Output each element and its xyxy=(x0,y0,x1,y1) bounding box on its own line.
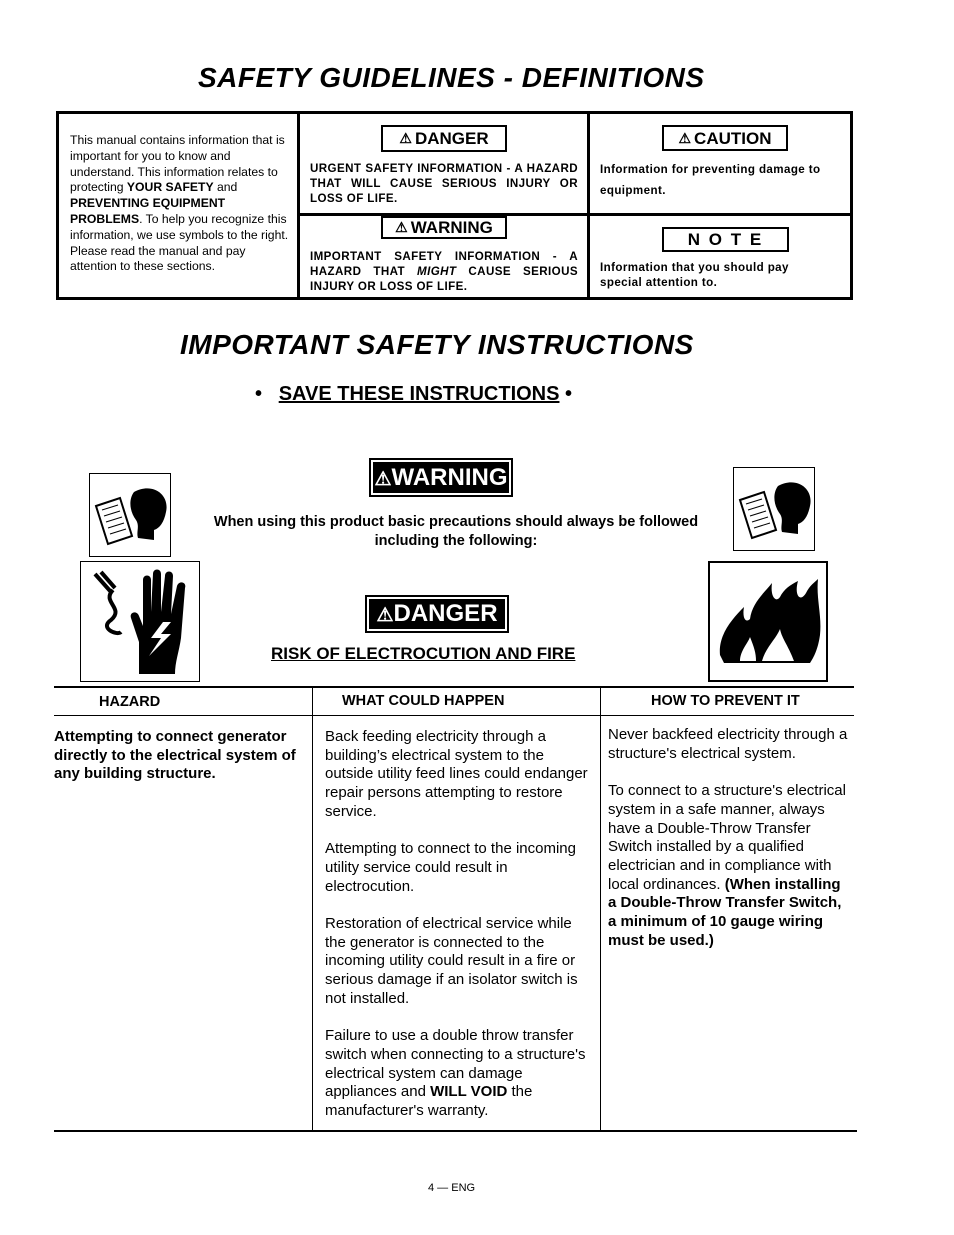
definitions-intro: This manual contains information that is important for you to know and understand. This information relates to protecting YOUR SAFETY and PREVENTING EQUIPMENT PROBLEMS. To help you recognize this information, we use symbols to the right. Please read the manual and pay attention to these sections. xyxy=(70,133,289,274)
happen-paragraph: Restoration of electrical service while the generator is connected to the incoming utility could result in a fire or serious damage if an isolator switch is not installed. xyxy=(325,915,578,1007)
electric-shock-hand-icon xyxy=(80,561,200,682)
caution-description: Information for preventing damage to equipment. xyxy=(600,163,821,197)
danger-banner: ⚠DANGER xyxy=(367,597,507,631)
column-divider xyxy=(600,688,601,1130)
divider xyxy=(587,114,590,297)
save-instructions-heading: • SAVE THESE INSTRUCTIONS • xyxy=(255,383,573,405)
happen-paragraph: Back feeding electricity through a building’s electrical system to the outside utility feed lines could endanger repair persons attempting to restore service. xyxy=(325,728,588,820)
hazard-cell: Attempting to connect generator directly to the electrical system of any building structure. xyxy=(54,728,296,783)
precaution-text: When using this product basic precautions should always be followed including the following: xyxy=(213,514,699,549)
caution-label: ⚠ CAUTION xyxy=(662,125,788,151)
what-could-happen-cell xyxy=(325,728,593,1139)
prevent-paragraph: To connect to a structure's electrical system in a safe manner, always have a Double-Throw Transfer Switch installed by a qualified electrician and in compliance with local ordinances. (When installing a Double-Throw Transfer Switch, a minimum of 10 gauge wiring must be used.) xyxy=(608,782,846,949)
divider xyxy=(297,213,850,216)
prevent-paragraph: Never backfeed electricity through a structure's electrical system. xyxy=(608,726,848,762)
read-manual-icon xyxy=(89,473,171,557)
table-header-rule xyxy=(54,715,854,716)
definitions-box xyxy=(56,111,853,300)
warning-label: ⚠ WARNING xyxy=(381,216,507,239)
alert-triangle-icon: ⚠ xyxy=(374,469,392,490)
divider xyxy=(297,114,300,297)
alert-triangle-icon: ⚠ xyxy=(395,219,408,235)
risk-title: RISK OF ELECTROCUTION AND FIRE xyxy=(271,644,576,663)
happen-paragraph: Failure to use a double throw transfer switch when connecting to a structure's electrical system can damage appliances and WILL VOID the manufacturer's warranty. xyxy=(325,1027,586,1120)
warning-banner: ⚠WARNING xyxy=(371,460,511,495)
table-top-rule xyxy=(54,686,854,688)
alert-triangle-icon: ⚠ xyxy=(399,130,412,146)
read-manual-icon xyxy=(733,467,815,551)
page-footer: 4 — ENG xyxy=(428,1182,476,1194)
danger-label: ⚠ DANGER xyxy=(381,125,507,152)
fire-icon xyxy=(708,561,828,682)
header-how-to-prevent: HOW TO PREVENT IT xyxy=(651,693,800,709)
danger-description: URGENT SAFETY INFORMATION - A HAZARD THAT WILL CAUSE SERIOUS INJURY OR LOSS OF LIFE. xyxy=(310,162,578,205)
header-hazard: HAZARD xyxy=(99,694,161,710)
note-label: N O T E xyxy=(662,227,789,252)
header-what-could-happen: WHAT COULD HAPPEN xyxy=(342,693,505,709)
alert-triangle-icon: ⚠ xyxy=(376,605,394,626)
alert-triangle-icon: ⚠ xyxy=(678,130,692,146)
column-divider xyxy=(312,688,313,1130)
warning-description: IMPORTANT SAFETY INFORMATION - A HAZARD THAT MIGHT CAUSE SERIOUS INJURY OR LOSS OF LIFE. xyxy=(310,250,578,293)
definitions-title: SAFETY GUIDELINES - DEFINITIONS xyxy=(198,62,705,93)
how-to-prevent-cell xyxy=(608,726,850,969)
happen-paragraph: Attempting to connect to the incoming utility service could result in electrocution. xyxy=(325,840,576,895)
instructions-title: IMPORTANT SAFETY INSTRUCTIONS xyxy=(180,329,694,360)
note-description: Information that you should pay special attention to. xyxy=(600,261,789,289)
